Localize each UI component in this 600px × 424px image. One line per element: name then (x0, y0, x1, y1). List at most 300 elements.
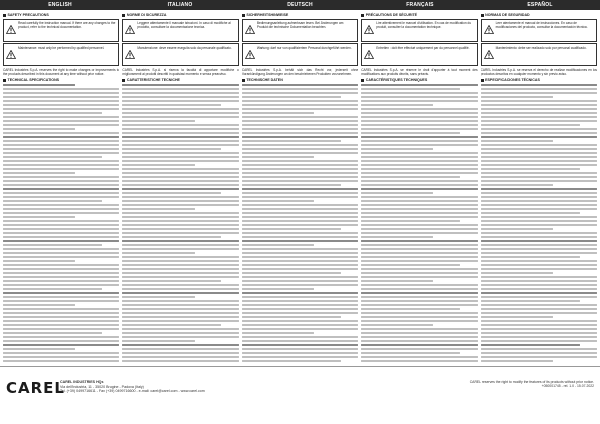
text-line (481, 316, 553, 319)
safety-section-title: SICHERHEITSHINWEISE (242, 13, 358, 17)
text-line (3, 320, 119, 323)
text-line (242, 116, 358, 119)
text-line (242, 348, 358, 351)
text-line (481, 152, 597, 155)
text-line (3, 344, 119, 347)
text-line (481, 248, 597, 251)
text-line (361, 324, 433, 327)
warning-text: Leer atentamente el manual de instrucciones. En caso de modificaciones del producto, consultar la documentación técnica. (495, 21, 588, 29)
text-line (481, 108, 597, 111)
warning-box (481, 19, 597, 42)
text-line (361, 180, 477, 183)
warning-triangle-icon (6, 21, 16, 39)
text-line (3, 236, 119, 239)
footer-disclaimer: CAREL reserves the right to modify the features of its products without prior notice. (469, 380, 594, 384)
text-line (242, 176, 358, 179)
technical-specs-body (481, 84, 597, 363)
text-line (361, 192, 433, 195)
disclaimer-paragraph: CAREL Industries S.p.A. reserves the right to make changes or improvements to the products described in this document at any time without prior notice. (3, 67, 120, 76)
text-line (361, 228, 477, 231)
text-line (361, 204, 477, 207)
text-line (3, 284, 119, 287)
text-line (242, 108, 358, 111)
text-line (122, 236, 221, 239)
text-line (242, 256, 358, 259)
text-line (481, 328, 597, 331)
text-line (3, 324, 119, 327)
text-line (481, 352, 597, 355)
text-line (122, 124, 238, 127)
text-line (122, 292, 238, 295)
text-line (242, 252, 358, 255)
text-line (242, 360, 341, 363)
text-line (242, 352, 358, 355)
text-line (242, 104, 358, 107)
text-line (3, 224, 119, 227)
text-line (361, 156, 477, 159)
technical-section-title: TECHNICAL SPECIFICATIONS (3, 78, 119, 82)
text-line (3, 216, 75, 219)
text-line (122, 136, 238, 139)
company-name: CAREL INDUSTRIES HQs (60, 380, 104, 384)
language-column (481, 12, 597, 362)
text-line (122, 172, 238, 175)
text-line (242, 336, 358, 339)
section-bullet-icon (242, 79, 245, 82)
text-line (122, 108, 238, 111)
text-line (3, 124, 119, 127)
section-bullet-icon (242, 14, 245, 17)
text-line (481, 92, 597, 95)
text-line (242, 112, 314, 115)
safety-section-title: NORME DI SICUREZZA (122, 13, 238, 17)
text-line (122, 268, 238, 271)
lang-header-it: ITALIANO (120, 0, 240, 10)
text-line (3, 100, 119, 103)
text-line (122, 148, 221, 151)
section-bullet-icon (361, 14, 364, 17)
text-line (361, 328, 477, 331)
text-line (361, 224, 477, 227)
text-line (361, 136, 477, 139)
technical-specs-body (3, 84, 119, 363)
text-line (122, 200, 238, 203)
company-contact: Tel. (+39) 0499716611 - Fax (+39) 0499716600 - e-mail: carel@carel.com - www.carel.com (60, 389, 205, 394)
section-bullet-icon (481, 14, 484, 17)
text-line (242, 328, 358, 331)
text-line (3, 88, 119, 91)
text-line (3, 192, 119, 195)
text-line (3, 84, 75, 87)
text-line (481, 120, 597, 123)
disclaimer-paragraph: CAREL Industries S.p.A. se reserva el derecho de realizar modificaciones en los productos descritos en cualquier momento y sin previo aviso. (480, 67, 598, 76)
text-line (242, 212, 358, 215)
warning-text: Lire attentivement le manuel d'utilisation. En cas de modification du produit, consulter la documentation technique. (376, 21, 472, 29)
text-line (122, 216, 238, 219)
text-line (361, 308, 460, 311)
text-line (361, 84, 477, 87)
text-line (3, 272, 119, 275)
text-line (242, 184, 341, 187)
text-line (3, 116, 119, 119)
text-line (122, 264, 238, 267)
warning-box (3, 43, 119, 66)
text-line (361, 108, 477, 111)
lang-header-es: ESPAÑOL (480, 0, 600, 10)
text-line (122, 344, 238, 347)
warning-box (361, 43, 477, 66)
warning-triangle-icon (484, 21, 494, 39)
text-line (122, 284, 238, 287)
text-line (481, 236, 597, 239)
text-line (481, 264, 597, 267)
text-line (3, 132, 119, 135)
text-line (361, 212, 477, 215)
text-line (361, 276, 477, 279)
text-line (361, 268, 477, 271)
text-line (361, 104, 433, 107)
text-line (361, 260, 477, 263)
text-line (3, 136, 119, 139)
text-line (242, 128, 358, 131)
technical-section-title: ESPECIFICACIONES TÉCNICAS (481, 78, 597, 82)
text-line (122, 220, 238, 223)
text-line (122, 104, 221, 107)
lang-header-fr: FRANÇAIS (360, 0, 480, 10)
text-line (122, 176, 238, 179)
text-line (361, 336, 477, 339)
disclaimer-paragraph: CAREL Industries S.p.A. behält sich das Recht vor, jederzeit ohne Vorankündigung Änderungen an den beschriebenen Produkten vorzunehmen. (241, 67, 359, 76)
text-line (481, 360, 553, 363)
text-line (3, 220, 119, 223)
text-line (361, 168, 477, 171)
text-line (481, 140, 553, 143)
text-line (122, 128, 238, 131)
text-line (122, 340, 194, 343)
text-line (242, 308, 358, 311)
text-line (3, 348, 75, 351)
text-line (122, 352, 238, 355)
text-line (3, 112, 102, 115)
text-line (481, 324, 597, 327)
text-line (481, 260, 597, 263)
text-line (481, 160, 597, 163)
text-line (361, 176, 460, 179)
text-line (361, 88, 460, 91)
company-address: Via dell'Industria, 11 - 35020 Brugine - Padova (Italy) (60, 384, 144, 389)
text-line (122, 328, 238, 331)
technical-specs-body (242, 84, 358, 363)
text-line (361, 172, 477, 175)
text-line (3, 308, 119, 311)
text-line (3, 172, 75, 175)
text-line (361, 264, 460, 267)
text-line (242, 132, 358, 135)
text-line (122, 316, 238, 319)
text-line (3, 240, 119, 243)
text-line (242, 172, 358, 175)
text-line (3, 288, 102, 291)
text-line (361, 356, 477, 359)
text-line (242, 228, 341, 231)
text-line (242, 164, 358, 167)
text-line (242, 88, 358, 91)
text-line (122, 196, 238, 199)
text-line (481, 296, 597, 299)
text-line (361, 272, 477, 275)
text-line (361, 244, 477, 247)
text-line (361, 256, 477, 259)
text-line (361, 240, 477, 243)
text-line (361, 132, 460, 135)
text-line (361, 184, 477, 187)
text-line (242, 332, 314, 335)
text-line (481, 112, 597, 115)
warning-triangle-icon (245, 46, 255, 64)
text-line (481, 272, 553, 275)
safety-section-title: NORMAS DE SEGURIDAD (481, 13, 597, 17)
text-line (122, 312, 238, 315)
text-line (3, 280, 119, 283)
text-line (122, 336, 238, 339)
section-bullet-icon (3, 14, 6, 17)
text-line (122, 112, 238, 115)
text-line (3, 168, 119, 171)
warning-box (122, 19, 238, 42)
text-line (481, 216, 597, 219)
text-line (3, 200, 102, 203)
text-line (3, 268, 119, 271)
text-line (361, 252, 477, 255)
text-line (3, 164, 119, 167)
text-line (122, 244, 238, 247)
text-line (481, 252, 597, 255)
text-line (242, 168, 358, 171)
text-line (481, 276, 597, 279)
text-line (481, 96, 553, 99)
text-line (242, 188, 358, 191)
text-line (242, 316, 341, 319)
text-line (361, 280, 433, 283)
text-line (3, 300, 119, 303)
technical-section-title: CARATTERISTICHE TECNICHE (122, 78, 238, 82)
language-column (242, 12, 358, 362)
text-line (481, 228, 553, 231)
text-line (242, 156, 314, 159)
text-line (361, 196, 477, 199)
text-line (361, 316, 477, 319)
text-line (481, 304, 597, 307)
text-line (122, 132, 238, 135)
warning-box (3, 19, 119, 42)
text-line (361, 248, 477, 251)
text-line (361, 208, 477, 211)
text-line (242, 92, 358, 95)
text-line (122, 348, 238, 351)
text-line (122, 204, 238, 207)
text-line (242, 224, 358, 227)
text-line (481, 312, 597, 315)
text-line (481, 308, 597, 311)
text-line (3, 96, 119, 99)
text-line (242, 196, 358, 199)
text-line (481, 196, 597, 199)
text-line (242, 344, 358, 347)
text-line (242, 296, 358, 299)
text-line (242, 124, 358, 127)
text-line (481, 132, 597, 135)
text-line (242, 204, 358, 207)
warning-triangle-icon (6, 46, 16, 64)
text-line (242, 356, 358, 359)
text-line (361, 296, 477, 299)
text-line (3, 188, 119, 191)
safety-section-title: SAFETY PRECAUTIONS (3, 13, 119, 17)
text-line (481, 348, 597, 351)
text-line (3, 92, 119, 95)
text-line (361, 304, 477, 307)
text-line (122, 240, 238, 243)
text-line (122, 308, 238, 311)
text-line (481, 232, 597, 235)
warning-text: Maintenance: must only be performed by qualified personnel. (18, 45, 105, 50)
text-line (122, 140, 238, 143)
text-line (481, 172, 597, 175)
text-line (242, 96, 341, 99)
text-line (3, 232, 119, 235)
text-line (122, 144, 238, 147)
text-line (361, 352, 460, 355)
text-line (3, 156, 102, 159)
text-line (122, 248, 238, 251)
technical-section-title: CARACTÉRISTIQUES TECHNIQUES (361, 78, 477, 82)
text-line (242, 240, 358, 243)
text-line (122, 296, 194, 299)
warning-text: Wartung: darf nur von qualifiziertem Personal durchgeführt werden. (256, 45, 352, 50)
text-line (242, 276, 358, 279)
text-line (122, 156, 238, 159)
text-line (122, 260, 238, 263)
text-line (481, 224, 597, 227)
text-line (361, 236, 433, 239)
text-line (361, 100, 477, 103)
warning-text: Leggere attentamente il manuale istruzioni. In caso di modifiche al prodotto, consultare la documentazione tecnica. (137, 21, 231, 29)
text-line (122, 228, 238, 231)
text-line (242, 304, 358, 307)
text-line (361, 300, 477, 303)
text-line (3, 180, 119, 183)
text-line (3, 204, 119, 207)
text-line (361, 96, 477, 99)
text-line (361, 220, 460, 223)
text-line (242, 192, 358, 195)
text-line (122, 96, 238, 99)
text-line (122, 252, 194, 255)
text-line (242, 144, 358, 147)
text-line (242, 100, 358, 103)
text-line (3, 264, 119, 267)
text-line (3, 340, 119, 343)
text-line (361, 320, 477, 323)
text-line (3, 260, 75, 263)
text-line (481, 168, 580, 171)
text-line (242, 216, 358, 219)
technical-section-title: TECHNISCHE DATEN (242, 78, 358, 82)
text-line (481, 84, 597, 87)
text-line (242, 208, 358, 211)
text-line (3, 248, 119, 251)
warning-triangle-icon (364, 21, 374, 39)
text-line (242, 312, 358, 315)
text-line (122, 276, 238, 279)
text-line (122, 120, 194, 123)
text-line (481, 88, 597, 91)
section-bullet-icon (3, 79, 6, 82)
text-line (122, 332, 238, 335)
text-line (122, 300, 238, 303)
text-line (3, 108, 119, 111)
text-line (361, 348, 477, 351)
text-line (361, 288, 477, 291)
text-line (242, 180, 358, 183)
text-line (361, 148, 433, 151)
text-line (122, 224, 238, 227)
warning-box (122, 43, 238, 66)
text-line (3, 256, 119, 259)
text-line (242, 140, 341, 143)
text-line (242, 324, 358, 327)
text-line (481, 208, 597, 211)
text-line (481, 188, 597, 191)
text-line (361, 340, 477, 343)
section-bullet-icon (481, 79, 484, 82)
text-line (481, 336, 597, 339)
disclaimer-paragraph: CAREL Industries S.p.A. se réserve le droit d'apporter à tout moment des modifications aux produits décrits, sans préavis. (361, 67, 478, 76)
footer-notes (470, 380, 594, 389)
language-column (361, 12, 477, 362)
text-line (122, 188, 238, 191)
text-line (361, 360, 477, 363)
text-line (3, 296, 119, 299)
company-address-block (60, 380, 205, 394)
text-line (361, 284, 477, 287)
text-line (481, 204, 597, 207)
text-line (242, 300, 358, 303)
warning-text: Bedienungsanleitung aufmerksam lesen. Bei Änderungen am Produkt die technische Dokumentation beachten. (256, 21, 344, 29)
text-line (122, 320, 238, 323)
text-line (361, 112, 477, 115)
text-line (242, 264, 358, 267)
page-footer (0, 366, 600, 424)
language-columns (3, 12, 597, 362)
text-line (481, 176, 597, 179)
text-line (242, 320, 358, 323)
text-line (481, 320, 597, 323)
text-line (361, 332, 477, 335)
warning-text: Mantenimiento: debe ser realizado solo por personal cualificado. (495, 45, 587, 50)
warning-box (361, 19, 477, 42)
text-line (361, 200, 477, 203)
language-column (3, 12, 119, 362)
text-line (122, 256, 238, 259)
text-line (242, 200, 314, 203)
text-line (242, 284, 358, 287)
text-line (361, 152, 477, 155)
text-line (3, 352, 119, 355)
section-bullet-icon (122, 14, 125, 17)
text-line (122, 304, 238, 307)
text-line (3, 140, 119, 143)
